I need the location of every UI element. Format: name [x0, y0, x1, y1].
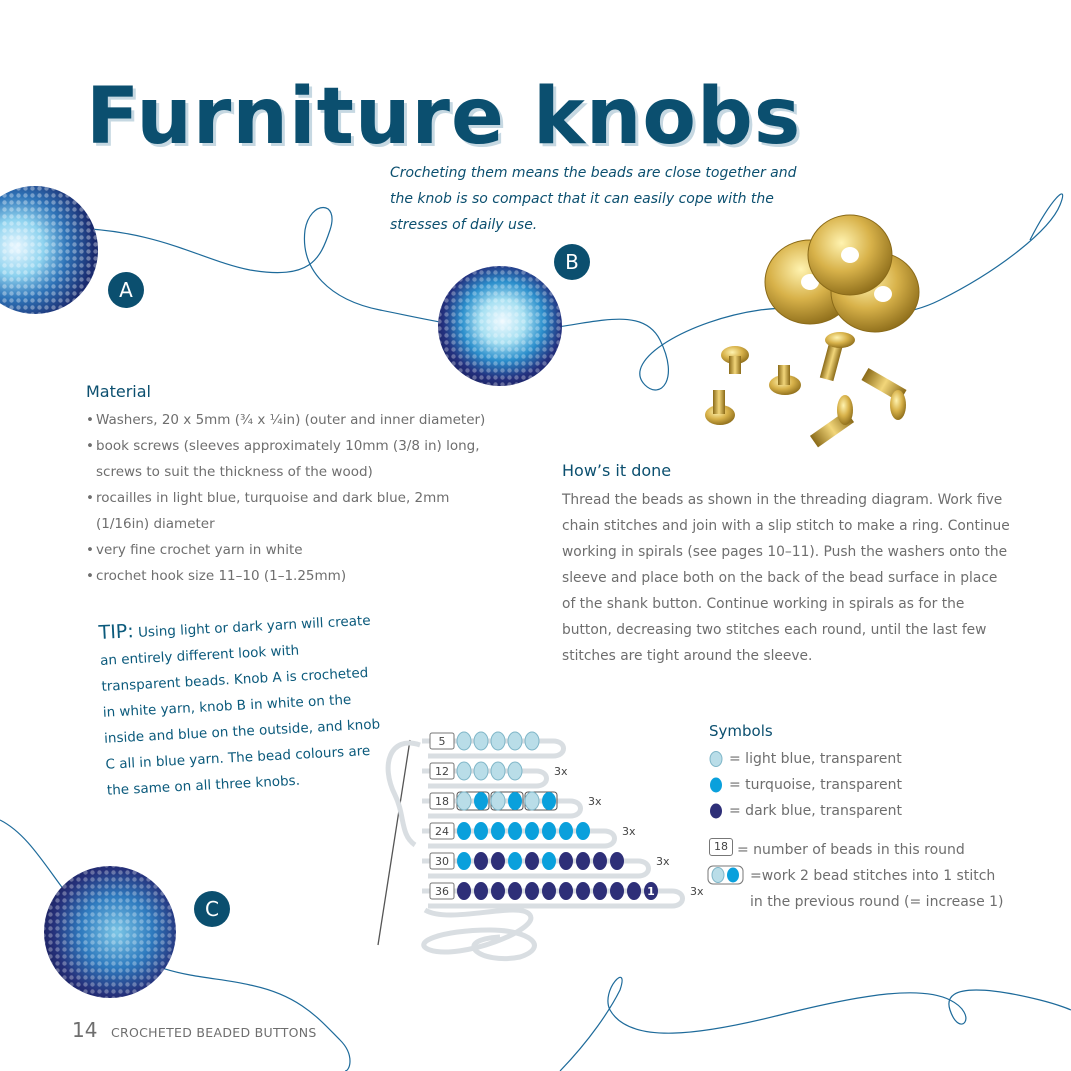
bead [627, 882, 641, 900]
legend-dark-blue: = dark blue, transparent [729, 803, 903, 819]
bead [576, 822, 590, 840]
label-badge-a: A [108, 272, 144, 308]
legend-pair-desc: =work 2 bead stitches into 1 stitch [750, 868, 996, 884]
start-marker: 1 [647, 885, 655, 898]
yarn-tail [424, 910, 535, 959]
bead [610, 882, 624, 900]
bead [542, 822, 556, 840]
threading-yarn [388, 743, 420, 845]
bead [508, 882, 522, 900]
legend-turquoise: = turquoise, transparent [729, 777, 902, 793]
bead [491, 822, 505, 840]
bead [474, 852, 488, 870]
legend-count-box: 18 [709, 838, 733, 856]
tip-text: Using light or dark yarn will create an entirely different look with transparent beads. Knob A is crocheted in white yarn, knob B in white on the inside and blue on the outside, and knob C all in blue yarn. The bead colours are the same on all three knobs. [99, 612, 381, 799]
bead [508, 792, 522, 810]
bead [542, 882, 556, 900]
bead [457, 852, 471, 870]
bead [525, 792, 539, 810]
legend-bead-dark [709, 803, 723, 819]
legend-count-desc: = number of beads in this round [737, 842, 965, 858]
material-heading: Material [86, 382, 151, 401]
legend-pair-icon [707, 864, 745, 886]
round-count-label: 30 [435, 855, 449, 868]
bead [508, 732, 522, 750]
material-item: • very fine crochet yarn in white [86, 537, 506, 563]
bead [474, 762, 488, 780]
bead [593, 882, 607, 900]
bead [576, 882, 590, 900]
bead [610, 852, 624, 870]
material-list [86, 407, 506, 589]
knob-a-photo [0, 178, 110, 318]
page-title: Furniture knobs [86, 72, 802, 162]
page-number: 14 [72, 1018, 98, 1042]
how-heading: How’s it done [562, 461, 672, 480]
bead [559, 882, 573, 900]
bead [474, 882, 488, 900]
material-item: • Washers, 20 x 5mm (¾ x ¼in) (outer and inner diameter) [86, 407, 506, 433]
bead [474, 732, 488, 750]
repeat-label: 3x [690, 885, 704, 898]
bead [474, 822, 488, 840]
bead [525, 732, 539, 750]
bead [491, 762, 505, 780]
round-count-label: 36 [435, 885, 449, 898]
how-text: Thread the beads as shown in the threading diagram. Work five chain stitches and join with a slip stitch to make a ring. Continue working in spirals (see pages 10–11). Push the washers onto the sleeve and place both on the back of the bead surface in place of the shank button. Continue working in spirals as for the button, decreasing two stitches each round, until the last few stitches are tight around the sleeve. [562, 492, 1010, 664]
bead [457, 882, 471, 900]
round-count-label: 24 [435, 825, 449, 838]
bead [491, 792, 505, 810]
bead [508, 852, 522, 870]
bead [508, 762, 522, 780]
knob-c-photo [40, 862, 180, 1002]
bead [559, 852, 573, 870]
bead [593, 852, 607, 870]
bead [525, 852, 539, 870]
legend-pair-desc-2: in the previous round (= increase 1) [750, 894, 1004, 910]
washers-and-screws-photo [690, 210, 930, 470]
repeat-label: 3x [656, 855, 670, 868]
material-item: • book screws (sleeves approximately 10mm (3/8 in) long, screws to suit the thickness of the wood) [86, 433, 506, 485]
knob-b-photo [436, 262, 566, 392]
round-count-label: 18 [435, 795, 449, 808]
bead [525, 882, 539, 900]
diagram-rows [422, 732, 704, 906]
bead [457, 762, 471, 780]
bead [508, 822, 522, 840]
bead [474, 792, 488, 810]
legend-bead-light [709, 751, 723, 767]
tip-label: TIP: [98, 620, 135, 644]
bead [491, 732, 505, 750]
repeat-label: 3x [554, 765, 568, 778]
repeat-label: 3x [622, 825, 636, 838]
material-item: • rocailles in light blue, turquoise and dark blue, 2mm (1/16in) diameter [86, 485, 506, 537]
intro-text: Crocheting them means the beads are close together and the knob is so compact that it can easily cope with the stresses of daily use. [390, 165, 797, 233]
legend-bead-turquoise [709, 777, 723, 793]
bead [457, 822, 471, 840]
legend-light-blue: = light blue, transparent [729, 751, 902, 767]
bead [457, 792, 471, 810]
symbols-heading: Symbols [709, 722, 773, 740]
threading-diagram [370, 725, 710, 975]
round-count-label: 5 [438, 735, 446, 748]
needle [378, 740, 410, 945]
label-badge-c: C [194, 891, 230, 927]
material-item: • crochet hook size 11–10 (1–1.25mm) [86, 563, 506, 589]
bead [457, 732, 471, 750]
bead [491, 882, 505, 900]
footer-title: CROCHETED BEADED BUTTONS [111, 1025, 317, 1040]
round-count-label: 12 [435, 765, 449, 778]
tip-box [98, 605, 387, 803]
screws [705, 332, 907, 447]
bead [542, 792, 556, 810]
bead [542, 852, 556, 870]
label-badge-b: B [554, 244, 590, 280]
repeat-label: 3x [588, 795, 602, 808]
bead [491, 852, 505, 870]
bead [576, 852, 590, 870]
bead [525, 822, 539, 840]
bead [559, 822, 573, 840]
